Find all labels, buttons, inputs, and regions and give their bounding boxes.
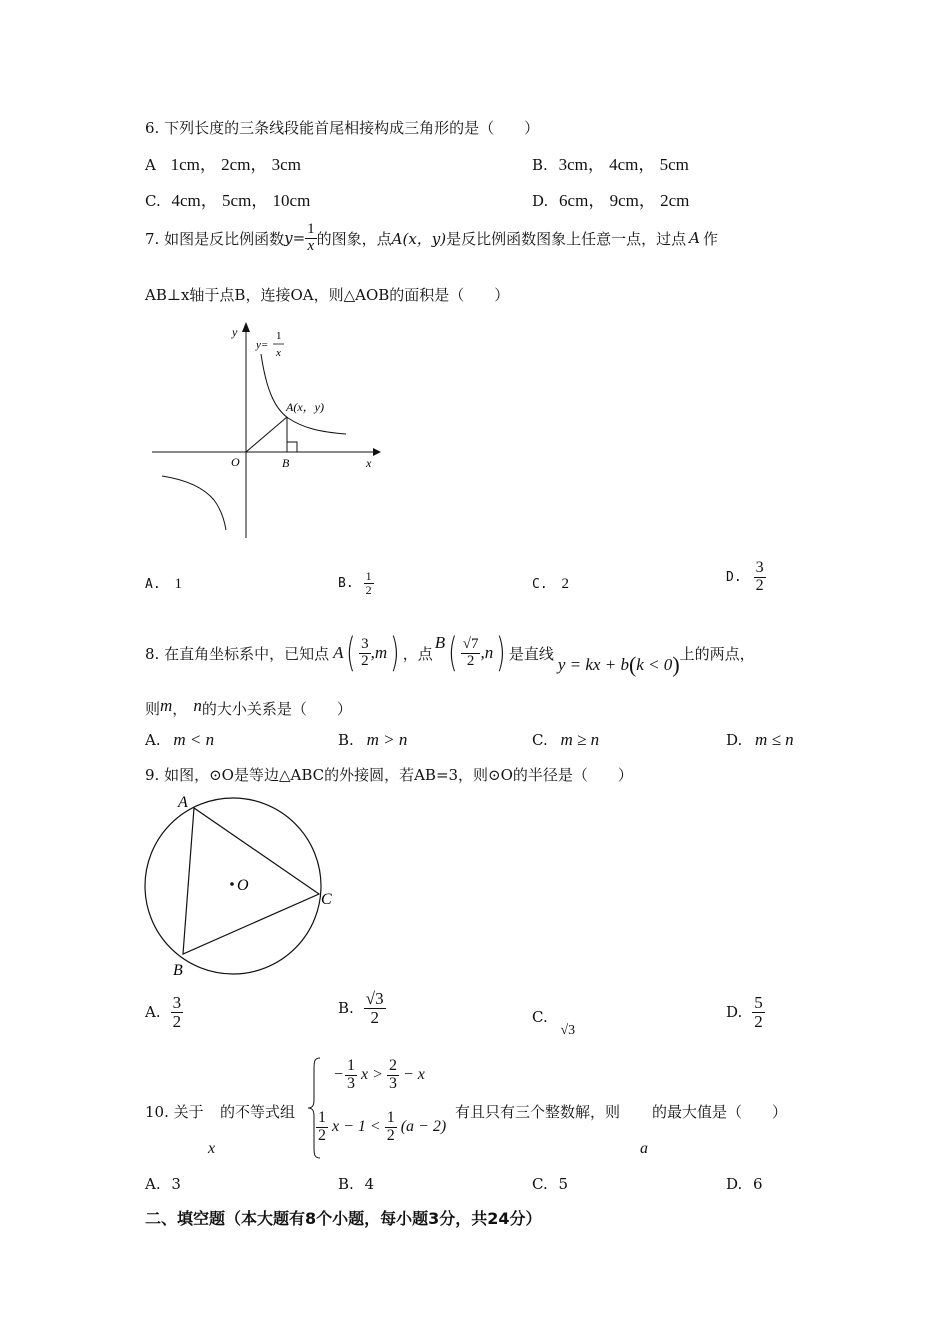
circumcircle <box>145 798 321 974</box>
frac-den: 2 <box>755 576 764 594</box>
q8-stem-line2 <box>145 695 352 719</box>
option-expr: m > n <box>366 730 408 749</box>
q8-b-frac <box>461 637 481 670</box>
q8-var-m: m <box>160 695 173 715</box>
frac-num: 2 <box>388 1057 397 1074</box>
q10-ineq-1 <box>334 1058 425 1093</box>
q10-stem-a: 10. 关于 <box>145 1103 204 1121</box>
q6-option-c[interactable] <box>145 186 310 211</box>
frac-num: 1 <box>347 1057 356 1074</box>
option-frac <box>754 560 766 595</box>
q8-stem: 8. 在直角坐标系中，已知点 A ( $\frac{3}{2}$ , m ) ，点 B ( $\frac{√7}{2}$ , n ) 是直线 y = kx + b ( k < 0 ) 上的两点， <box>145 630 755 677</box>
q7-option-b[interactable] <box>338 570 374 596</box>
option-text: 4cm， 5cm， 10cm <box>171 191 311 210</box>
ineq1-frac1 <box>345 1058 357 1093</box>
option-frac <box>171 994 184 1031</box>
center-dot <box>230 882 234 886</box>
q10-stem-b: 的不等式组 <box>220 1103 296 1121</box>
graph-func-num: 1 <box>276 330 282 342</box>
graph-func-den: x <box>276 347 281 359</box>
q10-var-x: x <box>208 1140 216 1157</box>
frac-den: 3 <box>388 1074 397 1092</box>
q8-line-eq: y = kx + b <box>557 655 629 674</box>
q7-option-a[interactable] <box>145 576 182 593</box>
option-label: B. <box>338 731 354 749</box>
paren-close: ) <box>672 652 680 677</box>
paren-close: ) <box>496 630 506 676</box>
q10-option-b[interactable] <box>338 1175 374 1193</box>
vertex-a-label: A <box>178 794 188 811</box>
ineq2-frac1 <box>316 1110 328 1145</box>
frac-num: 3 <box>755 559 764 576</box>
option-label: D. <box>532 192 549 210</box>
frac-num: 1 <box>365 569 372 583</box>
q7-point: A(x，y) <box>391 229 447 248</box>
q10-stem-c: 有且只有三个整数解，则 <box>455 1103 621 1121</box>
q9-option-c[interactable] <box>532 1008 576 1038</box>
option-value: 5 <box>558 1175 569 1193</box>
frac-den: 2 <box>361 652 369 669</box>
q8-a-frac <box>359 637 371 670</box>
q10-stem-d: 的最大值是（ ） <box>652 1103 788 1121</box>
ineq2-frac2 <box>385 1110 397 1145</box>
ineq1-frac2 <box>387 1058 399 1093</box>
option-label: B. <box>338 1175 354 1193</box>
option-value: 6 <box>753 1175 763 1193</box>
option-value: 2 <box>561 576 569 592</box>
option-label: A. <box>145 1175 161 1193</box>
q7-func-lhs: y= <box>284 229 306 248</box>
q7-stem-c: 是反比例函数图象上任意一点，过点 <box>446 229 687 248</box>
q9-option-a[interactable] <box>145 994 183 1031</box>
frac-num: 1 <box>307 221 315 237</box>
frac-num: 3 <box>361 635 369 652</box>
option-value: 4 <box>364 1175 375 1193</box>
q7-option-c[interactable] <box>532 576 569 593</box>
graph-x-label: x <box>366 456 372 470</box>
ineq1-tail: − x <box>402 1066 425 1084</box>
q8-option-b[interactable] <box>338 730 407 750</box>
option-label: B. <box>338 999 354 1018</box>
q10-option-d[interactable] <box>726 1175 763 1193</box>
ineq2-mid: x − 1 < <box>332 1118 381 1136</box>
frac-num: 1 <box>386 1109 395 1126</box>
q8-var-n: n <box>193 695 202 715</box>
option-value: √3 <box>560 1023 576 1038</box>
q8-b-var: n <box>484 643 494 662</box>
frac-num: √7 <box>462 635 479 652</box>
graph-y-label: y <box>232 325 238 339</box>
q10-var-a: a <box>640 1140 648 1157</box>
option-label: A <box>145 156 156 174</box>
q6-option-d[interactable] <box>532 186 689 211</box>
q8-option-c[interactable] <box>532 730 599 750</box>
section2-title: 二、填空题（本大题有8个小题，每小题3分，共24分） <box>145 1209 542 1228</box>
q8-point-a: A <box>333 643 344 662</box>
frac-num: 3 <box>172 993 182 1012</box>
q7-option-d[interactable] <box>726 560 766 595</box>
ineq2-tail: (a − 2) <box>400 1118 447 1136</box>
graph-origin-label: O <box>231 455 240 469</box>
option-value: 3 <box>171 1175 181 1193</box>
option-label: D. <box>726 1003 743 1022</box>
frac-den: 2 <box>318 1126 326 1144</box>
y-axis-arrow-icon <box>242 322 250 332</box>
q7-stem-b: 的图象，点 <box>316 229 392 248</box>
curve-branch-q3 <box>162 476 226 530</box>
option-label: B. <box>338 575 354 591</box>
q8-option-d[interactable] <box>726 730 794 750</box>
option-expr: m < n <box>173 730 215 749</box>
option-label: C. <box>532 731 548 749</box>
curve-branch-q1 <box>261 354 346 434</box>
option-label: C. <box>532 577 548 592</box>
option-label: A. <box>145 577 161 592</box>
vertex-c-label: C <box>321 891 332 908</box>
vertex-b-label: B <box>173 962 183 979</box>
graph-point-label: A(x，y) <box>286 400 324 414</box>
option-value: 1 <box>174 576 182 592</box>
q6-option-a[interactable] <box>145 150 301 175</box>
q8-stem-d: 上的两点， <box>679 644 755 663</box>
graph-func-lhs: y= <box>256 339 269 351</box>
option-label: C. <box>145 192 161 210</box>
option-label: C. <box>532 1008 548 1026</box>
q8-line-cond: k < 0 <box>636 655 673 674</box>
option-label: D. <box>726 731 743 749</box>
paren-open: ( <box>346 630 356 676</box>
paren-open: ( <box>448 630 458 676</box>
q7-point-a: A <box>689 229 700 248</box>
q7-stem-a: 7. 如图是反比例函数 <box>145 229 285 248</box>
option-expr: m ≥ n <box>560 730 600 749</box>
x-axis-arrow-icon <box>373 448 381 456</box>
q7-stem-line2: AB⊥x轴于点B，连接OA，则△AOB的面积是（ ） <box>145 286 510 304</box>
q6-option-b[interactable] <box>532 150 689 175</box>
option-frac <box>752 994 765 1031</box>
paren-open: ( <box>628 652 637 677</box>
option-text: 1cm， 2cm， 3cm <box>170 155 301 174</box>
option-frac <box>364 990 386 1027</box>
paren-close: ) <box>390 630 400 676</box>
option-label: C. <box>532 1175 548 1193</box>
option-label: D. <box>726 569 742 585</box>
option-expr: m ≤ n <box>755 730 794 749</box>
frac-den: 3 <box>347 1074 356 1092</box>
frac-num: 5 <box>754 993 763 1012</box>
ineq1-neg: − <box>334 1066 344 1084</box>
graph-b-label: B <box>282 456 290 470</box>
option-frac <box>364 570 374 596</box>
triangle-abc <box>183 808 319 954</box>
frac-den: 2 <box>370 1007 379 1027</box>
frac-num: √3 <box>365 989 384 1008</box>
q10-ineq-2 <box>316 1110 446 1145</box>
frac-den: x <box>307 237 315 254</box>
q8-option-a[interactable] <box>145 730 214 750</box>
option-text: 3cm， 4cm， 5cm <box>558 155 689 174</box>
segment-oa <box>246 417 287 452</box>
q8-line2-c: 的大小关系是（ ） <box>201 700 352 718</box>
q8-a-var: m <box>374 643 388 662</box>
q10-option-c[interactable] <box>532 1175 568 1193</box>
q7-graph <box>148 318 388 543</box>
option-label: B. <box>532 156 548 174</box>
right-angle-mark <box>287 442 297 452</box>
q8-stem-c: 是直线 <box>508 644 554 663</box>
frac-den: 2 <box>365 582 372 597</box>
q7-stem-d: 作 <box>703 229 719 248</box>
q8-stem-a: 8. 在直角坐标系中，已知点 <box>145 644 330 663</box>
ineq1-mid: x > <box>361 1066 383 1084</box>
q9-option-d[interactable] <box>726 994 765 1031</box>
option-text: 6cm， 9cm， 2cm <box>559 191 690 210</box>
q7-func-frac <box>305 222 317 255</box>
q9-stem: 9. 如图，⊙O是等边△ABC的外接圆，若AB=3，则⊙O的半径是（ ） <box>145 766 633 784</box>
option-label: A. <box>145 1003 161 1022</box>
q8-point-b: B <box>434 633 446 652</box>
q8-line2-a: 则 <box>145 700 161 718</box>
frac-num: 1 <box>318 1109 326 1126</box>
q8-line2-b: ， <box>172 700 188 718</box>
q8-stem-b: ，点 <box>402 644 433 663</box>
option-label: D. <box>726 1175 743 1193</box>
q6-stem: 6. 下列长度的三条线段能首尾相接构成三角形的是（ ） <box>145 119 540 137</box>
frac-den: 2 <box>754 1011 763 1031</box>
frac-den: 2 <box>386 1126 395 1144</box>
q10-option-a[interactable] <box>145 1175 181 1193</box>
q9-option-b[interactable] <box>338 990 386 1027</box>
q9-figure <box>138 788 348 980</box>
center-o-label: O <box>237 877 249 894</box>
q7-stem <box>145 222 718 255</box>
frac-den: 2 <box>466 652 475 669</box>
option-label: A. <box>145 731 161 749</box>
frac-den: 2 <box>172 1011 182 1031</box>
